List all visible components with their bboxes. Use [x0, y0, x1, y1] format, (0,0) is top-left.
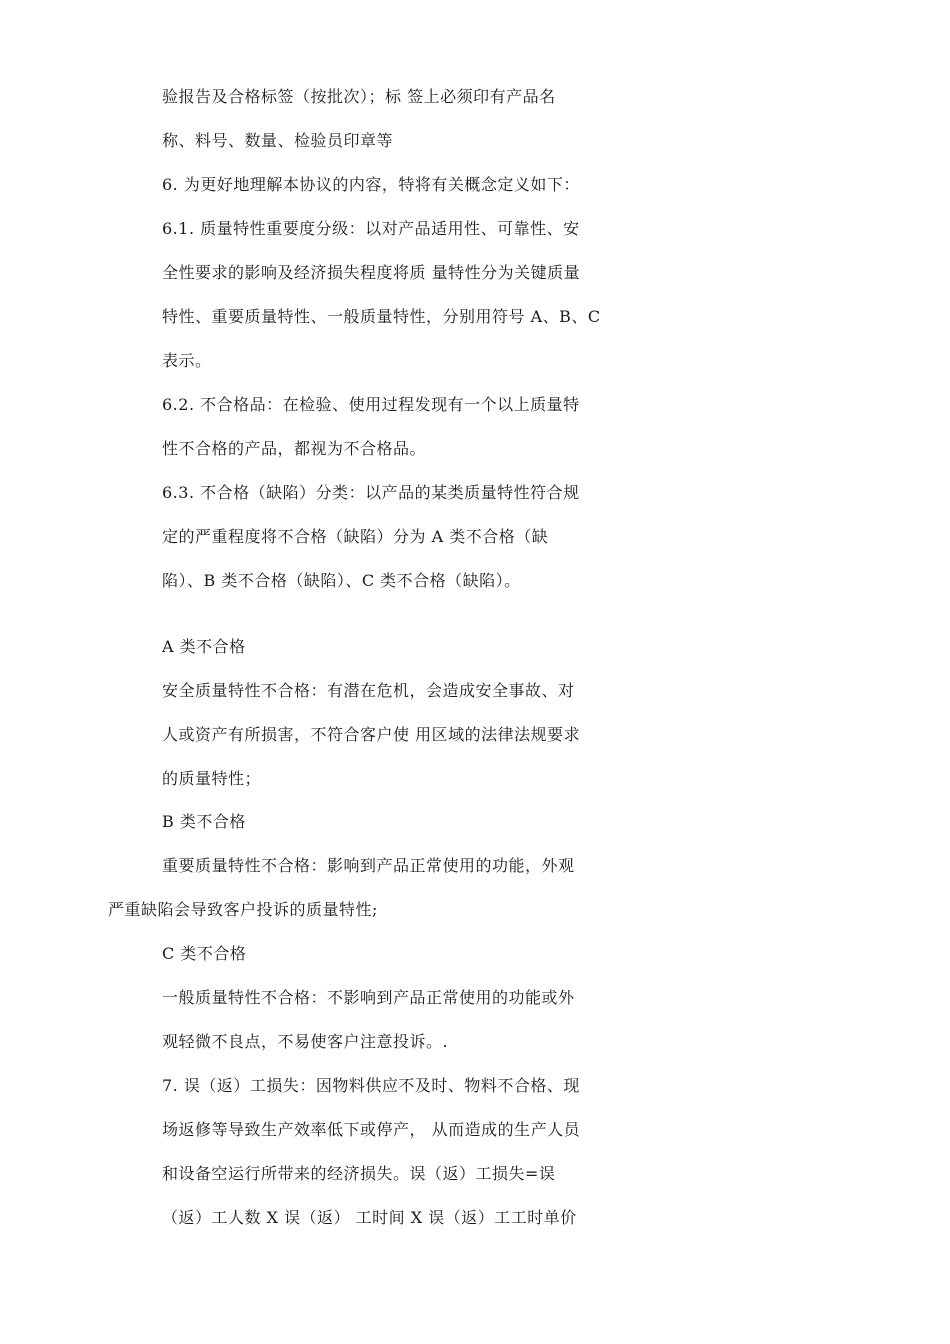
paragraph-line: 特性、重要质量特性、一般质量特性，分别用符号 A、B、C	[162, 307, 601, 326]
section-heading: C 类不合格	[162, 944, 247, 963]
paragraph-line: 严重缺陷会导致客户投诉的质量特性;	[108, 900, 378, 919]
paragraph-line: 7. 误（返）工损失：因物料供应不及时、物料不合格、现	[162, 1076, 580, 1095]
paragraph-line: 重要质量特性不合格：影响到产品正常使用的功能，外观	[162, 856, 575, 875]
paragraph-line: 陷）、B 类不合格（缺陷）、C 类不合格（缺陷）。	[162, 571, 521, 590]
paragraph-line: 6.2. 不合格品：在检验、使用过程发现有一个以上质量特	[162, 395, 580, 414]
section-heading: A 类不合格	[162, 637, 246, 656]
paragraph-line: 定的严重程度将不合格（缺陷）分为 A 类不合格（缺	[162, 527, 549, 546]
section-heading: B 类不合格	[162, 812, 246, 831]
paragraph-line: 表示。	[162, 351, 212, 370]
paragraph-line: 6.3. 不合格（缺陷）分类：以产品的某类质量特性符合规	[162, 483, 580, 502]
paragraph-line: 性不合格的产品，都视为不合格品。	[162, 439, 427, 458]
paragraph-line: 6.1. 质量特性重要度分级：以对产品适用性、可靠性、安	[162, 219, 580, 238]
paragraph-line: 的质量特性；	[162, 769, 262, 788]
paragraph-line: 验报告及合格标签（按批次）；标 签上必须印有产品名	[162, 87, 556, 106]
paragraph-line: 6. 为更好地理解本协议的内容，特将有关概念定义如下：	[162, 175, 580, 194]
paragraph-line: （返）工人数 X 误（返） 工时间 X 误（返）工工时单价	[162, 1208, 577, 1227]
paragraph-line: 全性要求的影响及经济损失程度将质 量特性分为关键质量	[162, 263, 581, 282]
paragraph-line: 观轻微不良点，不易使客户注意投诉。.	[162, 1032, 449, 1051]
paragraph-line: 人或资产有所损害，不符合客户使 用区域的法律法规要求	[162, 725, 581, 744]
paragraph-line: 场返修等导致生产效率低下或停产， 从而造成的生产人员	[162, 1120, 581, 1139]
paragraph-line: 和设备空运行所带来的经济损失。误（返）工损失=误	[162, 1164, 556, 1183]
paragraph-line: 一般质量特性不合格：不影响到产品正常使用的功能或外	[162, 988, 575, 1007]
paragraph-line: 称、料号、数量、检验员印章等	[162, 131, 394, 150]
paragraph-line: 安全质量特性不合格：有潜在危机，会造成安全事故、对	[162, 681, 575, 700]
